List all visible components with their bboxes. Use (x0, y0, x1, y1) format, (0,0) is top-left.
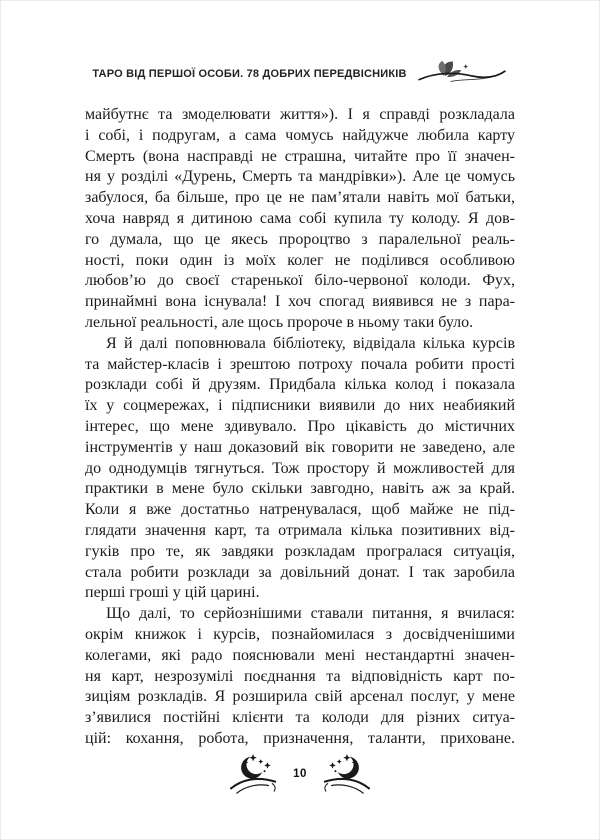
running-header (0, 58, 600, 90)
text-line: та майстер-класів і зрештою потроху почала робити прості (85, 355, 515, 373)
text-line: окрім книжок і курсів, познайомилася з досвідченішими (85, 625, 515, 643)
text-line: Смерть (вона насправді не страшна, читайте про її значен- (85, 147, 515, 165)
text-line: Я й далі поповнювала бібліотеку, відвідала кілька курсів (106, 334, 515, 352)
text-line: цій: кохання, робота, призначення, таланти, приховане. (85, 729, 515, 747)
text-line: гуків про те, як завдяки розкладам програлася ситуація, (85, 542, 515, 560)
moon-sparkles-left-icon (230, 752, 280, 796)
text-line: глядати значення карт, та отримала кілька позитивних від- (85, 521, 515, 539)
text-line: розклади собі й друзям. Придбала кілька колод і показала (85, 376, 515, 394)
text-line: інструментів у наш доказовий вік говорити не заведено, але (85, 438, 515, 456)
text-line: до однодумців тягнуться. Тож простору й можливостей для (85, 459, 515, 477)
page-footer (0, 752, 600, 796)
text-line: ня у розділі «Дурень, Смерть та мандрівки»). Але це чомусь (85, 168, 515, 186)
floral-flourish-icon (416, 60, 508, 88)
text-line: любов’ю до своєї старенької біло-червоної колоди. Фух, (85, 272, 515, 290)
text-line: інтерес, що мене здивувало. Про цікавість до містичних (85, 417, 515, 435)
text-line: практики в мене було скільки завгодно, навіть аж за край. (85, 480, 515, 498)
page-number: 10 (293, 768, 307, 780)
moon-sparkles-right-icon (320, 752, 370, 796)
text-line: забулося, ба більше, про це не пам’ятали навіть мої батьки, (85, 189, 515, 207)
text-line: Що далі, то серйознішими ставали питання, я вчилася: (106, 605, 515, 623)
running-header-title: ТАРО ВІД ПЕРШОЇ ОСОБИ. 78 ДОБРИХ ПЕРЕДВІСНИКІВ (92, 68, 407, 80)
text-line: з’явилися постійні клієнти та колоди для різних ситуа- (85, 709, 515, 727)
text-line: хоча навряд я дитиною сама собі купила ту колоду. Я дов- (85, 209, 515, 227)
text-line: колегами, які радо пояснювали мені нестандартні значен- (85, 646, 515, 664)
text-line: зиціям розкладів. Я розширила свій арсенал послуг, у мене (85, 688, 515, 706)
text-line: лельної реальності, але щось пророче в ньому таки було. (85, 313, 474, 331)
body-text (85, 105, 515, 750)
text-line: перші гроші у цій царині. (85, 584, 260, 602)
text-line: і собі, і подругам, а сама чомусь найдужче любила карту (85, 126, 515, 144)
text-line: майбутнє та змоделювати життя»). І я справді розкладала (85, 106, 515, 123)
text-line: ності, поки один із моїх колег не поділився особливою (85, 251, 515, 269)
text-line: їх у соцмережах, і підписники виявили до них неабиякий (85, 397, 515, 415)
text-line: ня карт, незрозумілі поєднання та відповідність карт по- (85, 667, 515, 685)
text-line: го думала, що це якесь пророцтво з паралельної реаль- (85, 230, 515, 248)
text-line: принаймні вона існувала! І хоч спогад виявився не з пара- (85, 293, 515, 311)
text-line: Коли я вже достатньо натренувалася, щоб майже не під- (85, 501, 515, 519)
text-line: стала робити розклади за довільний донат. І так заробила (85, 563, 515, 581)
